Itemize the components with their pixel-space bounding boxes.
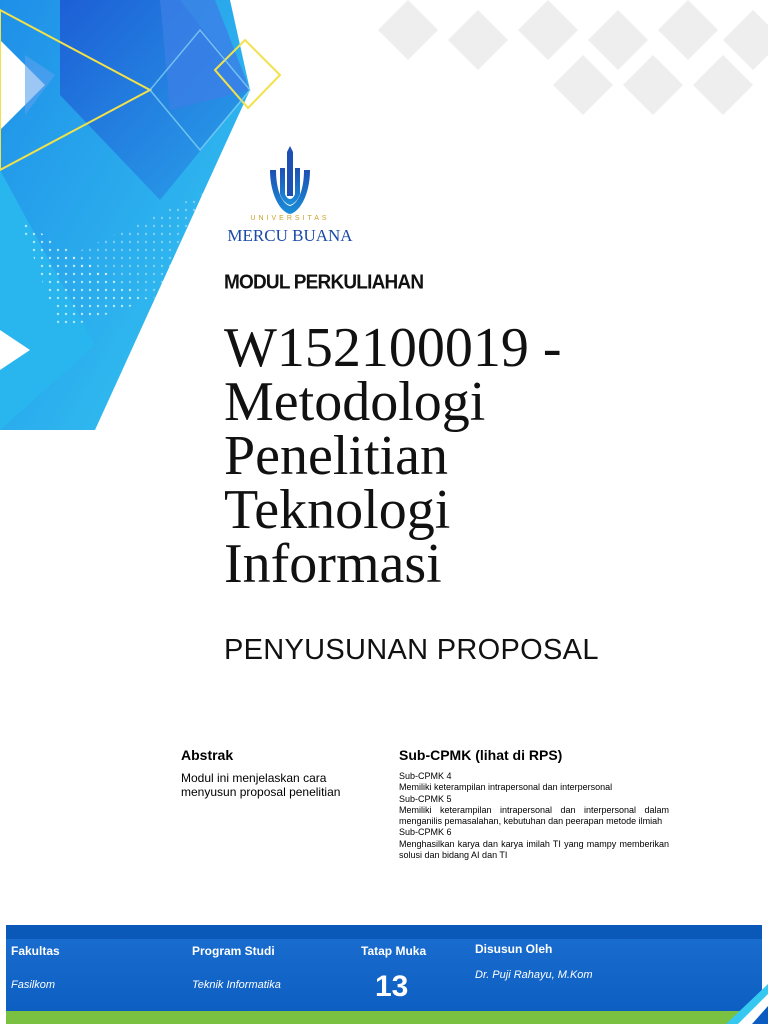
topic-subtitle: PENYUSUNAN PROPOSAL xyxy=(224,634,599,666)
sub-cpmk-text: Menghasilkan karya dan karya imilah TI yang mampy memberikan solusi dan bidang AI dan TI xyxy=(399,838,669,861)
sub-cpmk-code: Sub-CPMK 4 xyxy=(399,771,452,781)
sub-cpmk-code: Sub-CPMK 6 xyxy=(399,827,452,838)
university-logo xyxy=(222,140,358,252)
course-title-line: W152100019 - xyxy=(224,317,562,379)
abstract-heading: Abstrak xyxy=(181,747,234,763)
program-studi-label: Program Studi xyxy=(192,944,275,958)
course-title-line: Penelitian xyxy=(224,425,448,487)
university-name: MERCU BUANA xyxy=(227,226,353,245)
footer-top-stripe xyxy=(6,925,762,939)
modul-label: MODUL PERKULIAHAN xyxy=(224,271,424,294)
sub-cpmk-text: Memiliki keterampilan intrapersonal dan interpersonal dalam menganilis pemasalahan, kebutuhan dan peerapan metode ilmiah xyxy=(399,804,669,827)
decorative-grey-diamonds xyxy=(368,0,768,120)
sub-cpmk-heading: Sub-CPMK (lihat di RPS) xyxy=(399,747,563,763)
tatap-muka-label: Tatap Muka xyxy=(361,944,427,958)
course-title-line: Informasi xyxy=(224,533,442,595)
university-label-small: UNIVERSITAS xyxy=(250,215,330,222)
course-title-line: Metodologi xyxy=(224,371,486,433)
program-studi-value: Teknik Informatika xyxy=(192,979,281,991)
course-info-footer xyxy=(6,925,762,1024)
sub-cpmk-list xyxy=(399,771,669,861)
university-emblem-icon xyxy=(266,144,314,216)
course-title-line: Teknologi xyxy=(224,479,451,541)
fakultas-label: Fakultas xyxy=(11,944,60,958)
course-title xyxy=(224,317,744,595)
corner-decoration xyxy=(708,984,768,1024)
footer-bottom-stripe xyxy=(6,1011,762,1024)
author-name: Dr. Puji Rahayu, M.Kom xyxy=(475,969,593,981)
sub-cpmk-text: Memiliki keterampilan intrapersonal dan interpersonal xyxy=(399,782,613,793)
sub-cpmk-code: Sub-CPMK 5 xyxy=(399,793,452,804)
fakultas-value: Fasilkom xyxy=(11,979,56,991)
tatap-muka-number: 13 xyxy=(375,970,409,1003)
disusun-oleh-label: Disusun Oleh xyxy=(475,942,553,956)
abstract-body: Modul ini menjelaskan cara menyusun proposal penelitian xyxy=(181,771,341,799)
